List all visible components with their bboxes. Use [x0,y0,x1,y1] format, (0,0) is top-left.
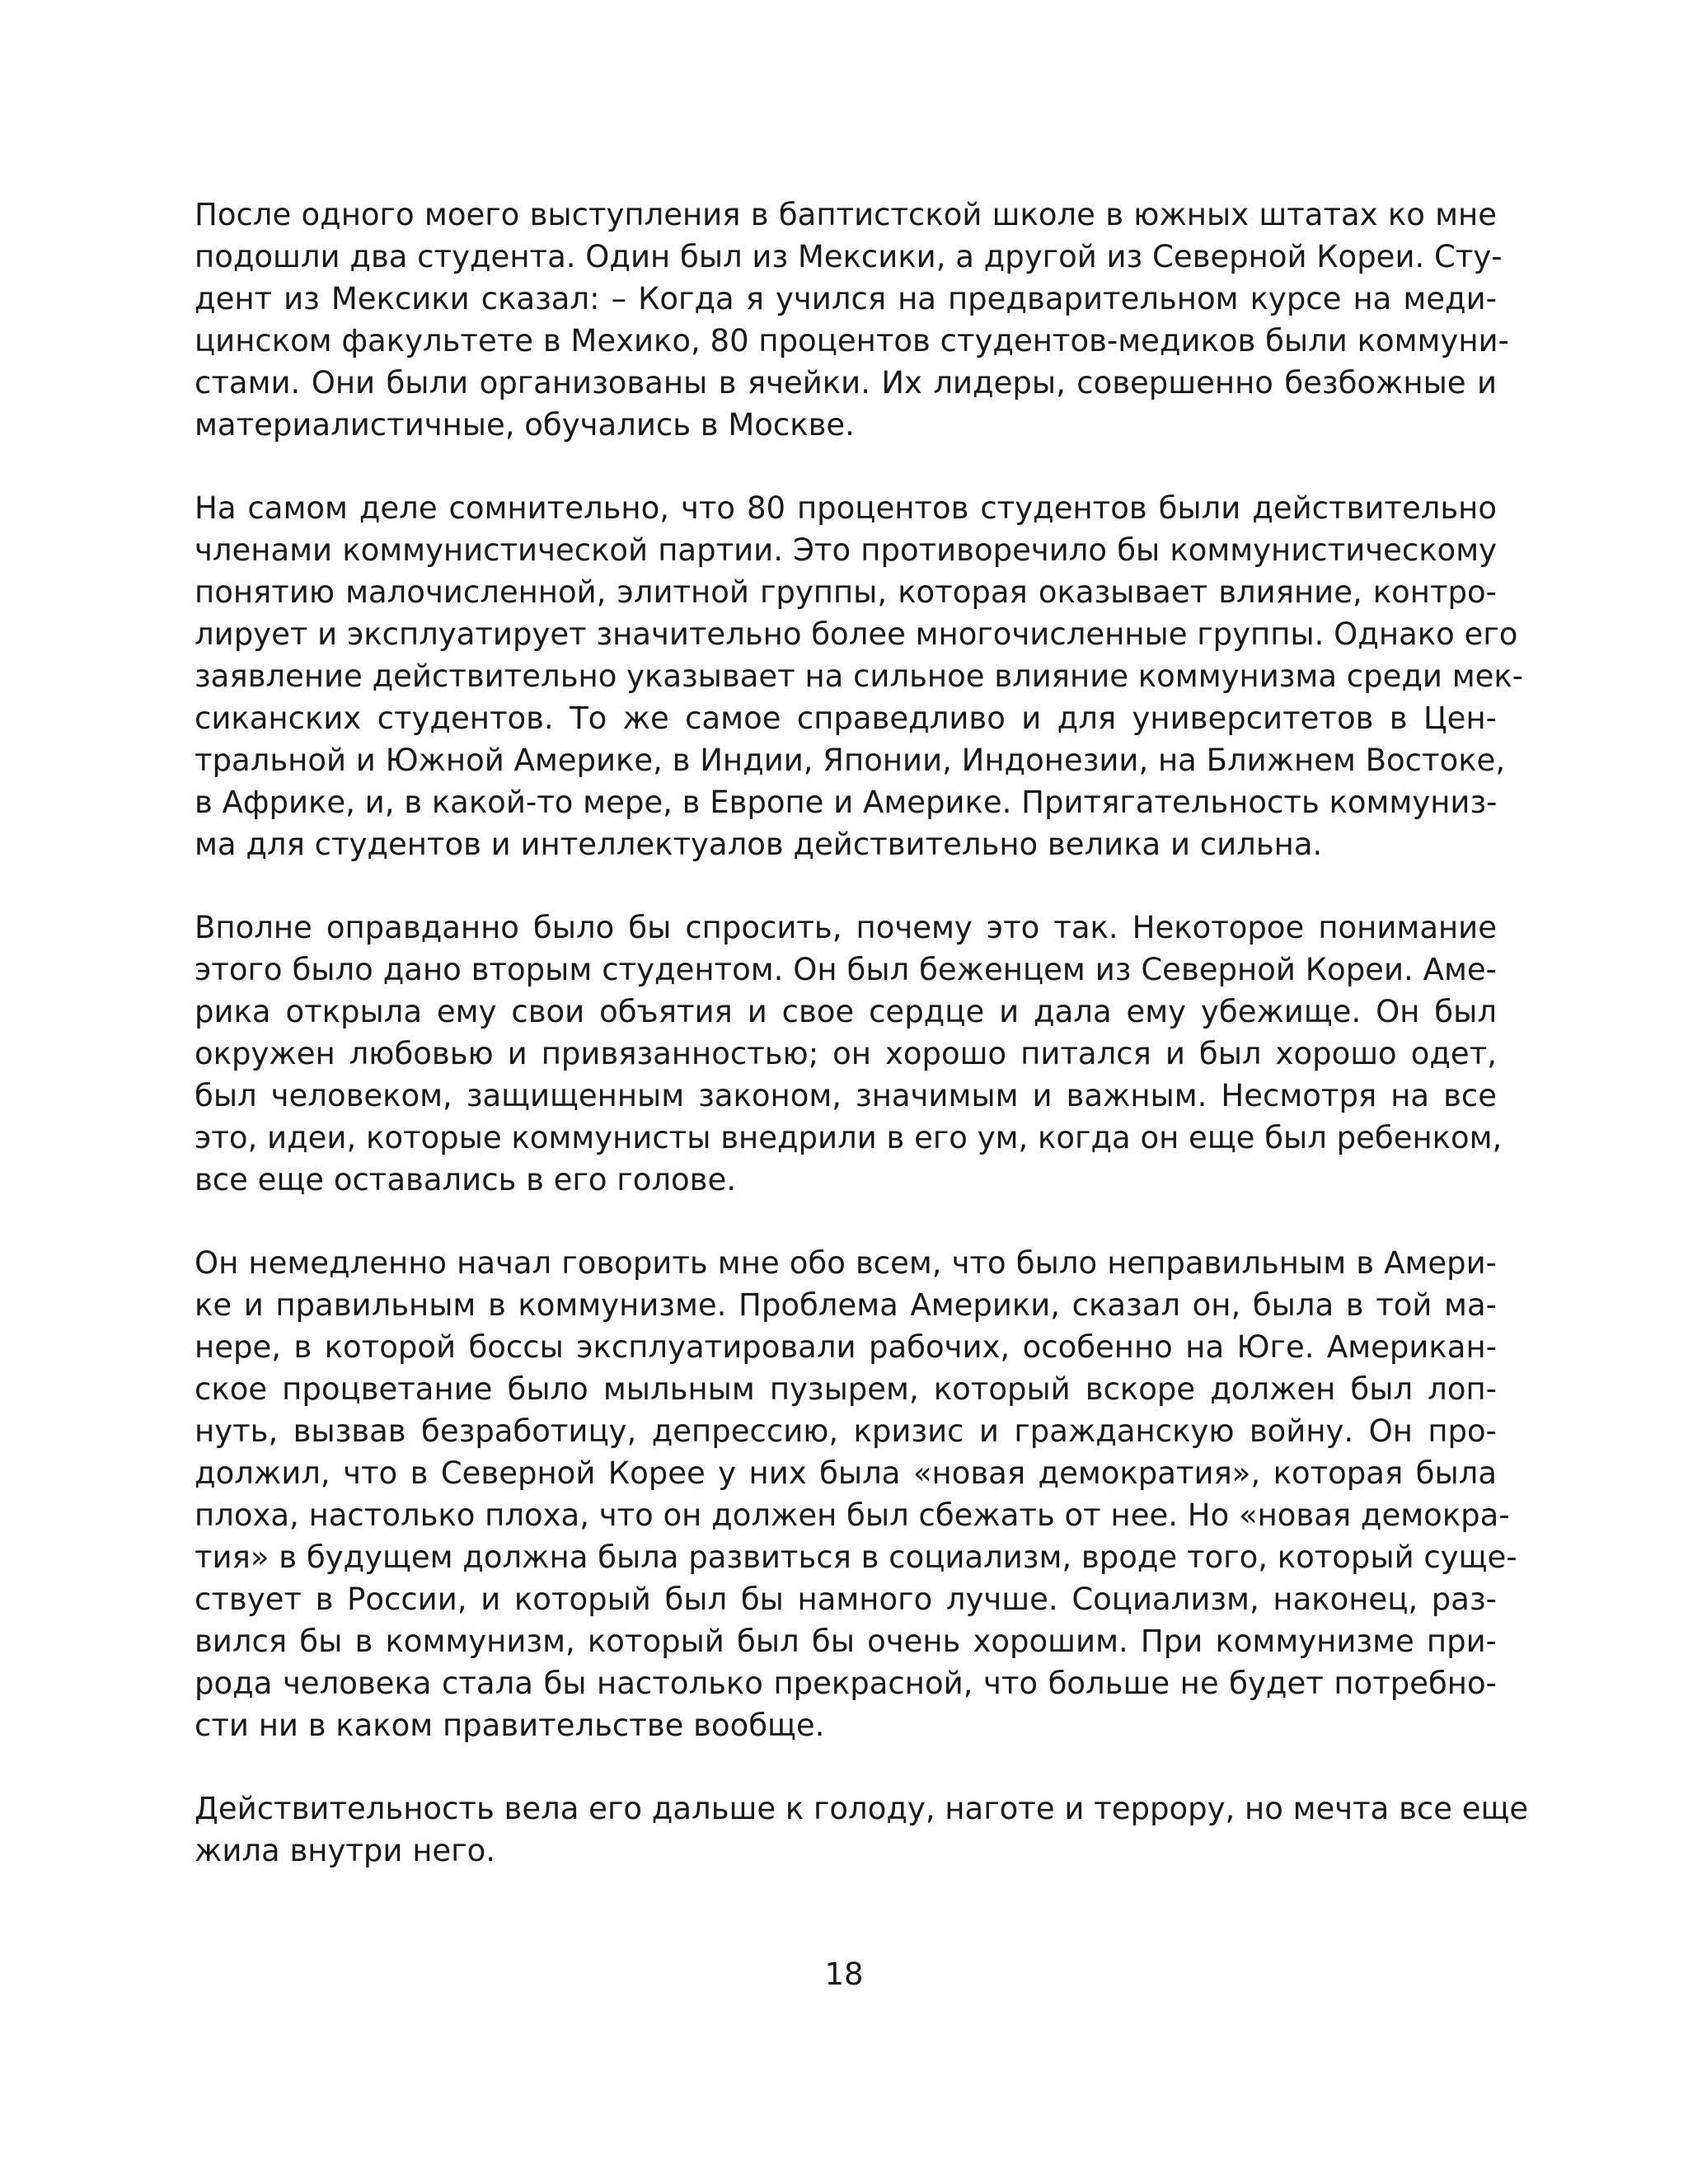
text-line: ма для студентов и интеллектуалов действительно велика и сильна. [195,827,1323,862]
page-number: 18 [824,1957,864,1992]
text-line: рика открыла ему свои объятия и свое сердце и дала ему убежище. Он был [195,994,1497,1029]
text-line: вился бы в коммунизм, который был бы очень хорошим. При коммунизме при- [195,1624,1497,1659]
text-line: цинском факультете в Мехико, 80 процентов студентов-медиков были коммуни- [195,323,1509,359]
text-line: На самом деле сомнительно, что 80 процентов студентов были действительно [195,490,1497,526]
text-line: плоха, настолько плоха, что он должен был сбежать от нее. Но «новая демокра- [195,1497,1510,1533]
text-line: все еще оставались в его голове. [195,1162,736,1197]
text-line: рода человека стала бы настолько прекрасной, что больше не будет потребно- [195,1666,1497,1701]
text-line: заявление действительно указывает на сильное влияние коммунизма среди мек- [195,658,1524,694]
text-line: окружен любовью и привязанностью; он хорошо питался и был хорошо одет, [195,1036,1497,1071]
text-line: После одного моего выступления в баптистской школе в южных штатах ко мне [195,197,1497,232]
text-line: стами. Они были организованы в ячейки. Их лидеры, совершенно безбожные и [195,365,1497,401]
text-line: дент из Мексики сказал: – Когда я учился на предварительном курсе на меди- [195,281,1497,316]
text-line: ское процветание было мыльным пузырем, который вскоре должен был лоп- [195,1371,1497,1407]
paragraph-4 [195,1242,1517,1746]
text-line: материалистичные, обучались в Москве. [195,407,855,443]
text-line: жила внутри него. [195,1833,495,1868]
text-line: Действительность вела его дальше к голоду, наготе и террору, но мечта все еще [195,1791,1529,1826]
paragraph-3 [195,907,1503,1201]
text-line: понятию малочисленной, элитной группы, которая оказывает влияние, контро- [195,574,1497,610]
text-line: Он немедленно начал говорить мне обо всем, что было неправильным в Амери- [195,1245,1497,1281]
text-line: сиканских студентов. То же самое справедливо и для университетов в Цен- [195,701,1497,736]
paragraph-1 [195,194,1509,446]
text-line: это, идеи, которые коммунисты внедрили в его ум, когда он еще был ребенком, [195,1120,1503,1155]
paragraph-5 [195,1788,1529,1872]
text-line: нуть, вызвав безработицу, депрессию, кризис и гражданскую войну. Он про- [195,1413,1497,1449]
text-line: ке и правильным в коммунизме. Проблема Америки, сказал он, была в той ма- [195,1287,1497,1323]
text-line: тия» в будущем должна была развиться в социализм, вроде того, который суще- [195,1540,1517,1575]
text-line: членами коммунистической партии. Это противоречило бы коммунистическому [195,532,1497,568]
text-line: этого было дано вторым студентом. Он был беженцем из Северной Кореи. Аме- [195,952,1497,987]
text-line: подошли два студента. Один был из Мексики, а другой из Северной Кореи. Сту- [195,239,1503,274]
text-line: был человеком, защищенным законом, значимым и важным. Несмотря на все [195,1078,1497,1113]
text-line: должил, что в Северной Корее у них была «новая демократия», которая была [195,1455,1497,1491]
text-line: лирует и эксплуатирует значительно более многочисленные группы. Однако его [195,616,1518,652]
text-line: сти ни в каком правительстве вообще. [195,1708,825,1743]
text-line: тральной и Южной Америке, в Индии, Японии, Индонезии, на Ближнем Востоке, [195,743,1506,778]
text-line: нере, в которой боссы эксплуатировали рабочих, особенно на Юге. Американ- [195,1329,1497,1365]
text-line: Вполне оправданно было бы спросить, почему это так. Некоторое понимание [195,910,1497,945]
text-line: ствует в России, и который был бы намного лучше. Социализм, наконец, раз- [195,1582,1497,1617]
body-text [195,194,1529,1913]
paragraph-2 [195,487,1524,865]
text-line: в Африке, и, в какой-то мере, в Европе и Америке. Притягательность коммуниз- [195,785,1498,820]
